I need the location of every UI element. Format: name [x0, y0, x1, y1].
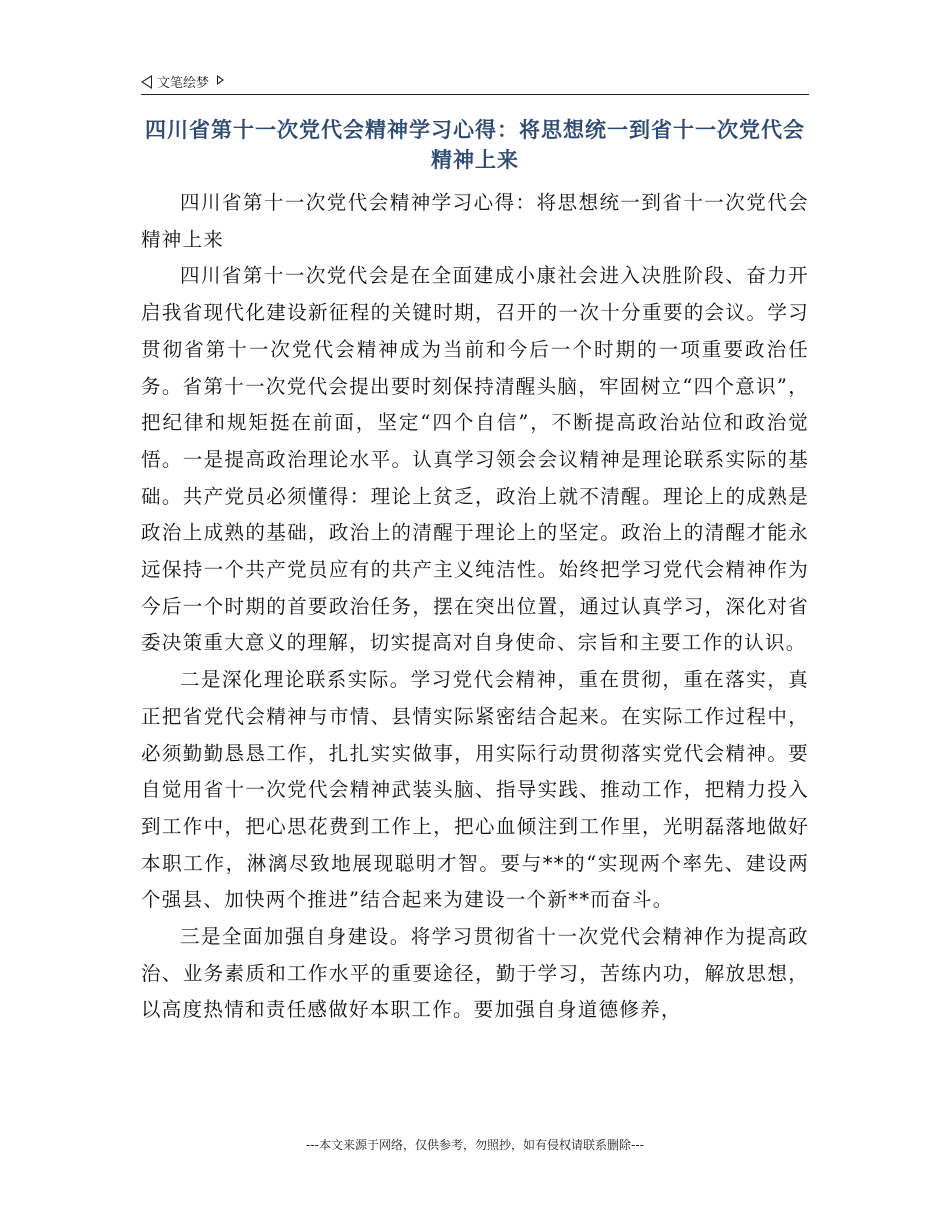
document-title: 四川省第十一次党代会精神学习心得：将思想统一到省十一次党代会精神上来	[145, 118, 805, 172]
paragraph: 三是全面加强自身建设。将学习贯彻省十一次党代会精神作为提高政治、业务素质和工作水平的重要途径，勤于学习，苦练内功，解放思想，以高度热情和责任感做好本职工作。要加强自身道德修养，	[141, 925, 809, 1022]
document-body	[141, 185, 809, 1029]
triangle-left-icon	[141, 75, 152, 89]
footer-disclaimer: ---本文来源于网络，仅供参考，勿照抄，如有侵权请联系删除---	[306, 1138, 644, 1152]
paragraph: 四川省第十一次党代会是在全面建成小康社会进入决胜阶段、奋力开启我省现代化建设新征程的关键时期，召开的一次十分重要的会议。学习贯彻省第十一次党代会精神成为当前和今后一个时期的一项重要政治任务。省第十一次党代会提出要时刻保持清醒头脑，牢固树立“四个意识”，把纪律和规矩挺在前面，坚定“四个自信”，不断提高政治站位和政治觉悟。一是提高政治理论水平。认真学习领会会议精神是理论联系实际的基础。共产党员必须懂得：理论上贫乏，政治上就不清醒。理论上的成熟是政治上成熟的基础，政治上的清醒于理论上的坚定。政治上的清醒才能永远保持一个共产党员应有的共产主义纯洁性。始终把学习党代会精神作为今后一个时期的首要政治任务，摆在突出位置，通过认真学习，深化对省委决策重大意义的理解，切实提高对自身使命、宗旨和主要工作的认识。	[141, 264, 809, 655]
brand	[141, 72, 224, 91]
triangle-right-icon	[217, 75, 224, 85]
header-divider	[141, 94, 809, 95]
paragraph: 四川省第十一次党代会精神学习心得：将思想统一到省十一次党代会精神上来	[141, 191, 809, 251]
page-header	[141, 70, 809, 96]
brand-label: 文笔绘梦	[157, 76, 210, 91]
paragraph: 二是深化理论联系实际。学习党代会精神，重在贯彻，重在落实，真正把省党代会精神与市情、县情实际紧密结合起来。在实际工作过程中，必须勤勤恳恳工作，扎扎实实做事，用实际行动贯彻落实党代会精神。要自觉用省十一次党代会精神武装头脑、指导实践、推动工作，把精力投入到工作中，把心思花费到工作上，把心血倾注到工作里，光明磊落地做好本职工作，淋漓尽致地展现聪明才智。要与**的“实现两个率先、建设两个强县、加快两个推进”结合起来为建设一个新**而奋斗。	[141, 668, 809, 912]
